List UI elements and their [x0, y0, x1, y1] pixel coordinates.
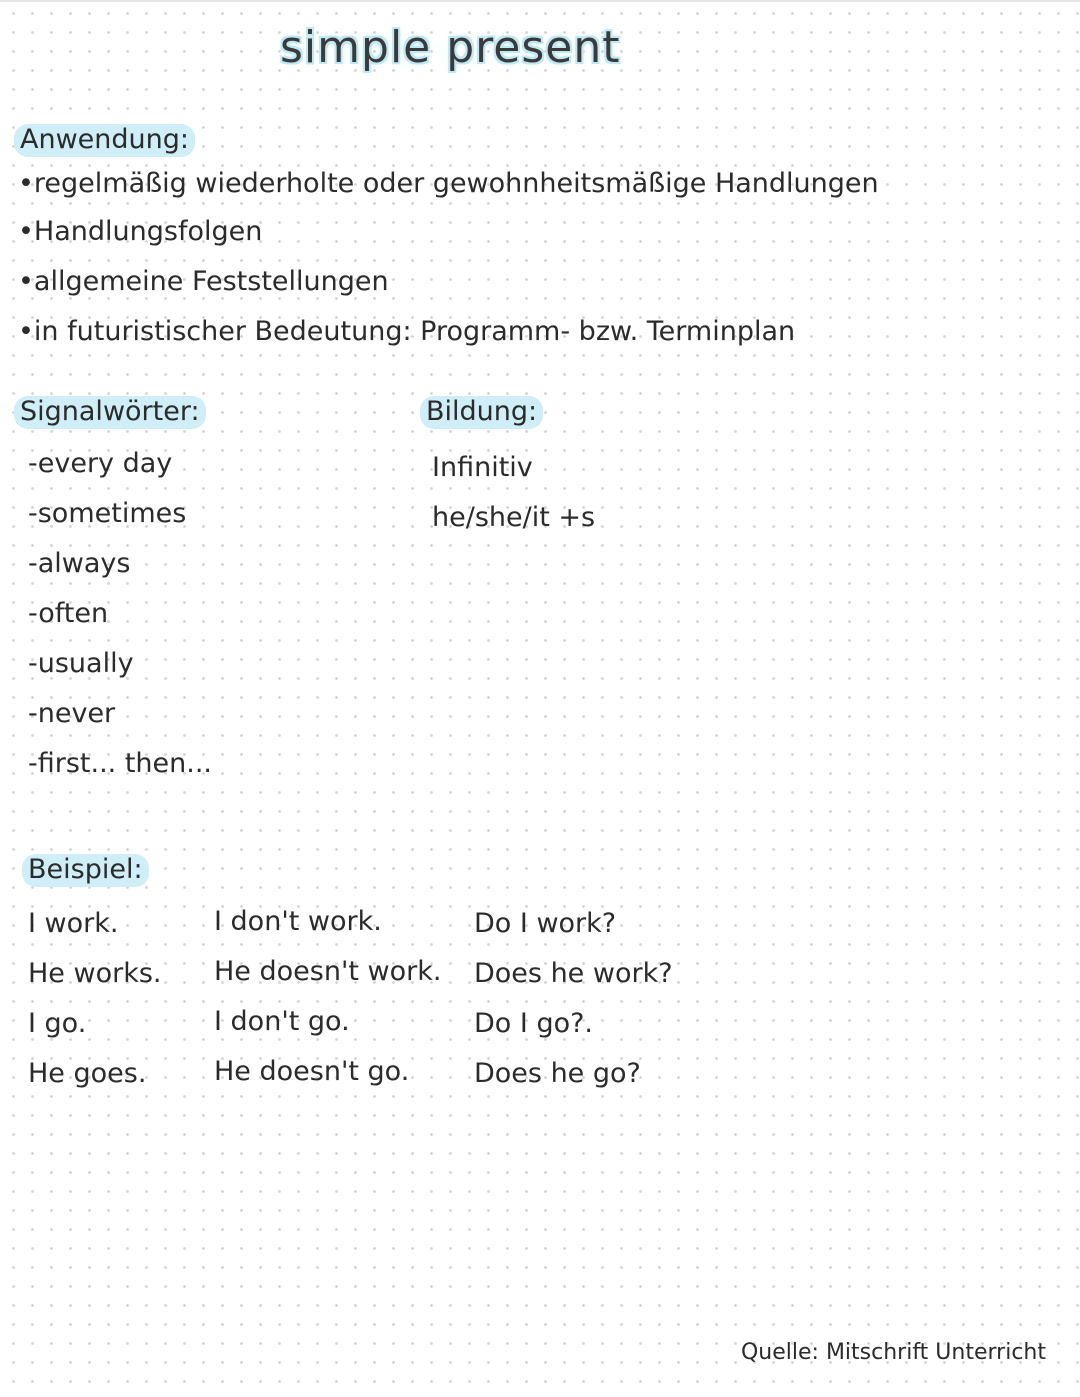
- beispiel-question: Does he go?: [474, 1058, 641, 1089]
- signalwort-item: -never: [28, 698, 116, 729]
- signalwort-item: -sometimes: [28, 498, 187, 529]
- beispiel-heading: [28, 854, 149, 885]
- beispiel-negative: I don't work.: [214, 906, 382, 937]
- beispiel-negative: He doesn't work.: [214, 956, 442, 987]
- beispiel-question: Does he work?: [474, 958, 673, 989]
- anwendung-heading-text: Anwendung:: [14, 124, 195, 157]
- beispiel-positive: He works.: [28, 958, 162, 989]
- page-top-line: [0, 0, 1080, 2]
- beispiel-question: Do I work?: [474, 908, 617, 939]
- source-note: Quelle: Mitschrift Unterricht: [740, 1340, 1046, 1365]
- signalwort-item: -often: [28, 598, 109, 629]
- bildung-item: Infinitiv: [432, 452, 533, 483]
- signalwort-item: -usually: [28, 648, 134, 679]
- beispiel-negative: I don't go.: [214, 1006, 350, 1037]
- beispiel-positive: I work.: [28, 908, 119, 939]
- beispiel-positive: He goes.: [28, 1058, 147, 1089]
- signalwort-item: -every day: [28, 448, 173, 479]
- bildung-heading-text: Bildung:: [420, 396, 543, 429]
- anwendung-heading: [20, 124, 195, 155]
- signalwort-item: -always: [28, 548, 131, 579]
- bildung-heading: [426, 396, 543, 427]
- beispiel-question: Do I go?.: [474, 1008, 594, 1039]
- signalwort-item: -first... then...: [28, 748, 213, 779]
- anwendung-item: •Handlungsfolgen: [18, 216, 263, 247]
- anwendung-item: •regelmäßig wiederholte oder gewohnheitsmäßige Handlungen: [18, 168, 879, 199]
- page-title: simple present: [280, 22, 621, 73]
- signalwoerter-heading: [20, 396, 206, 427]
- signalwoerter-heading-text: Signalwörter:: [14, 396, 206, 429]
- bildung-item: he/she/it +s: [432, 502, 596, 533]
- anwendung-item: •allgemeine Feststellungen: [18, 266, 389, 297]
- anwendung-item: •in futuristischer Bedeutung: Programm- bzw. Terminplan: [18, 316, 796, 347]
- beispiel-positive: I go.: [28, 1008, 87, 1039]
- beispiel-negative: He doesn't go.: [214, 1056, 410, 1087]
- beispiel-heading-text: Beispiel:: [22, 854, 149, 887]
